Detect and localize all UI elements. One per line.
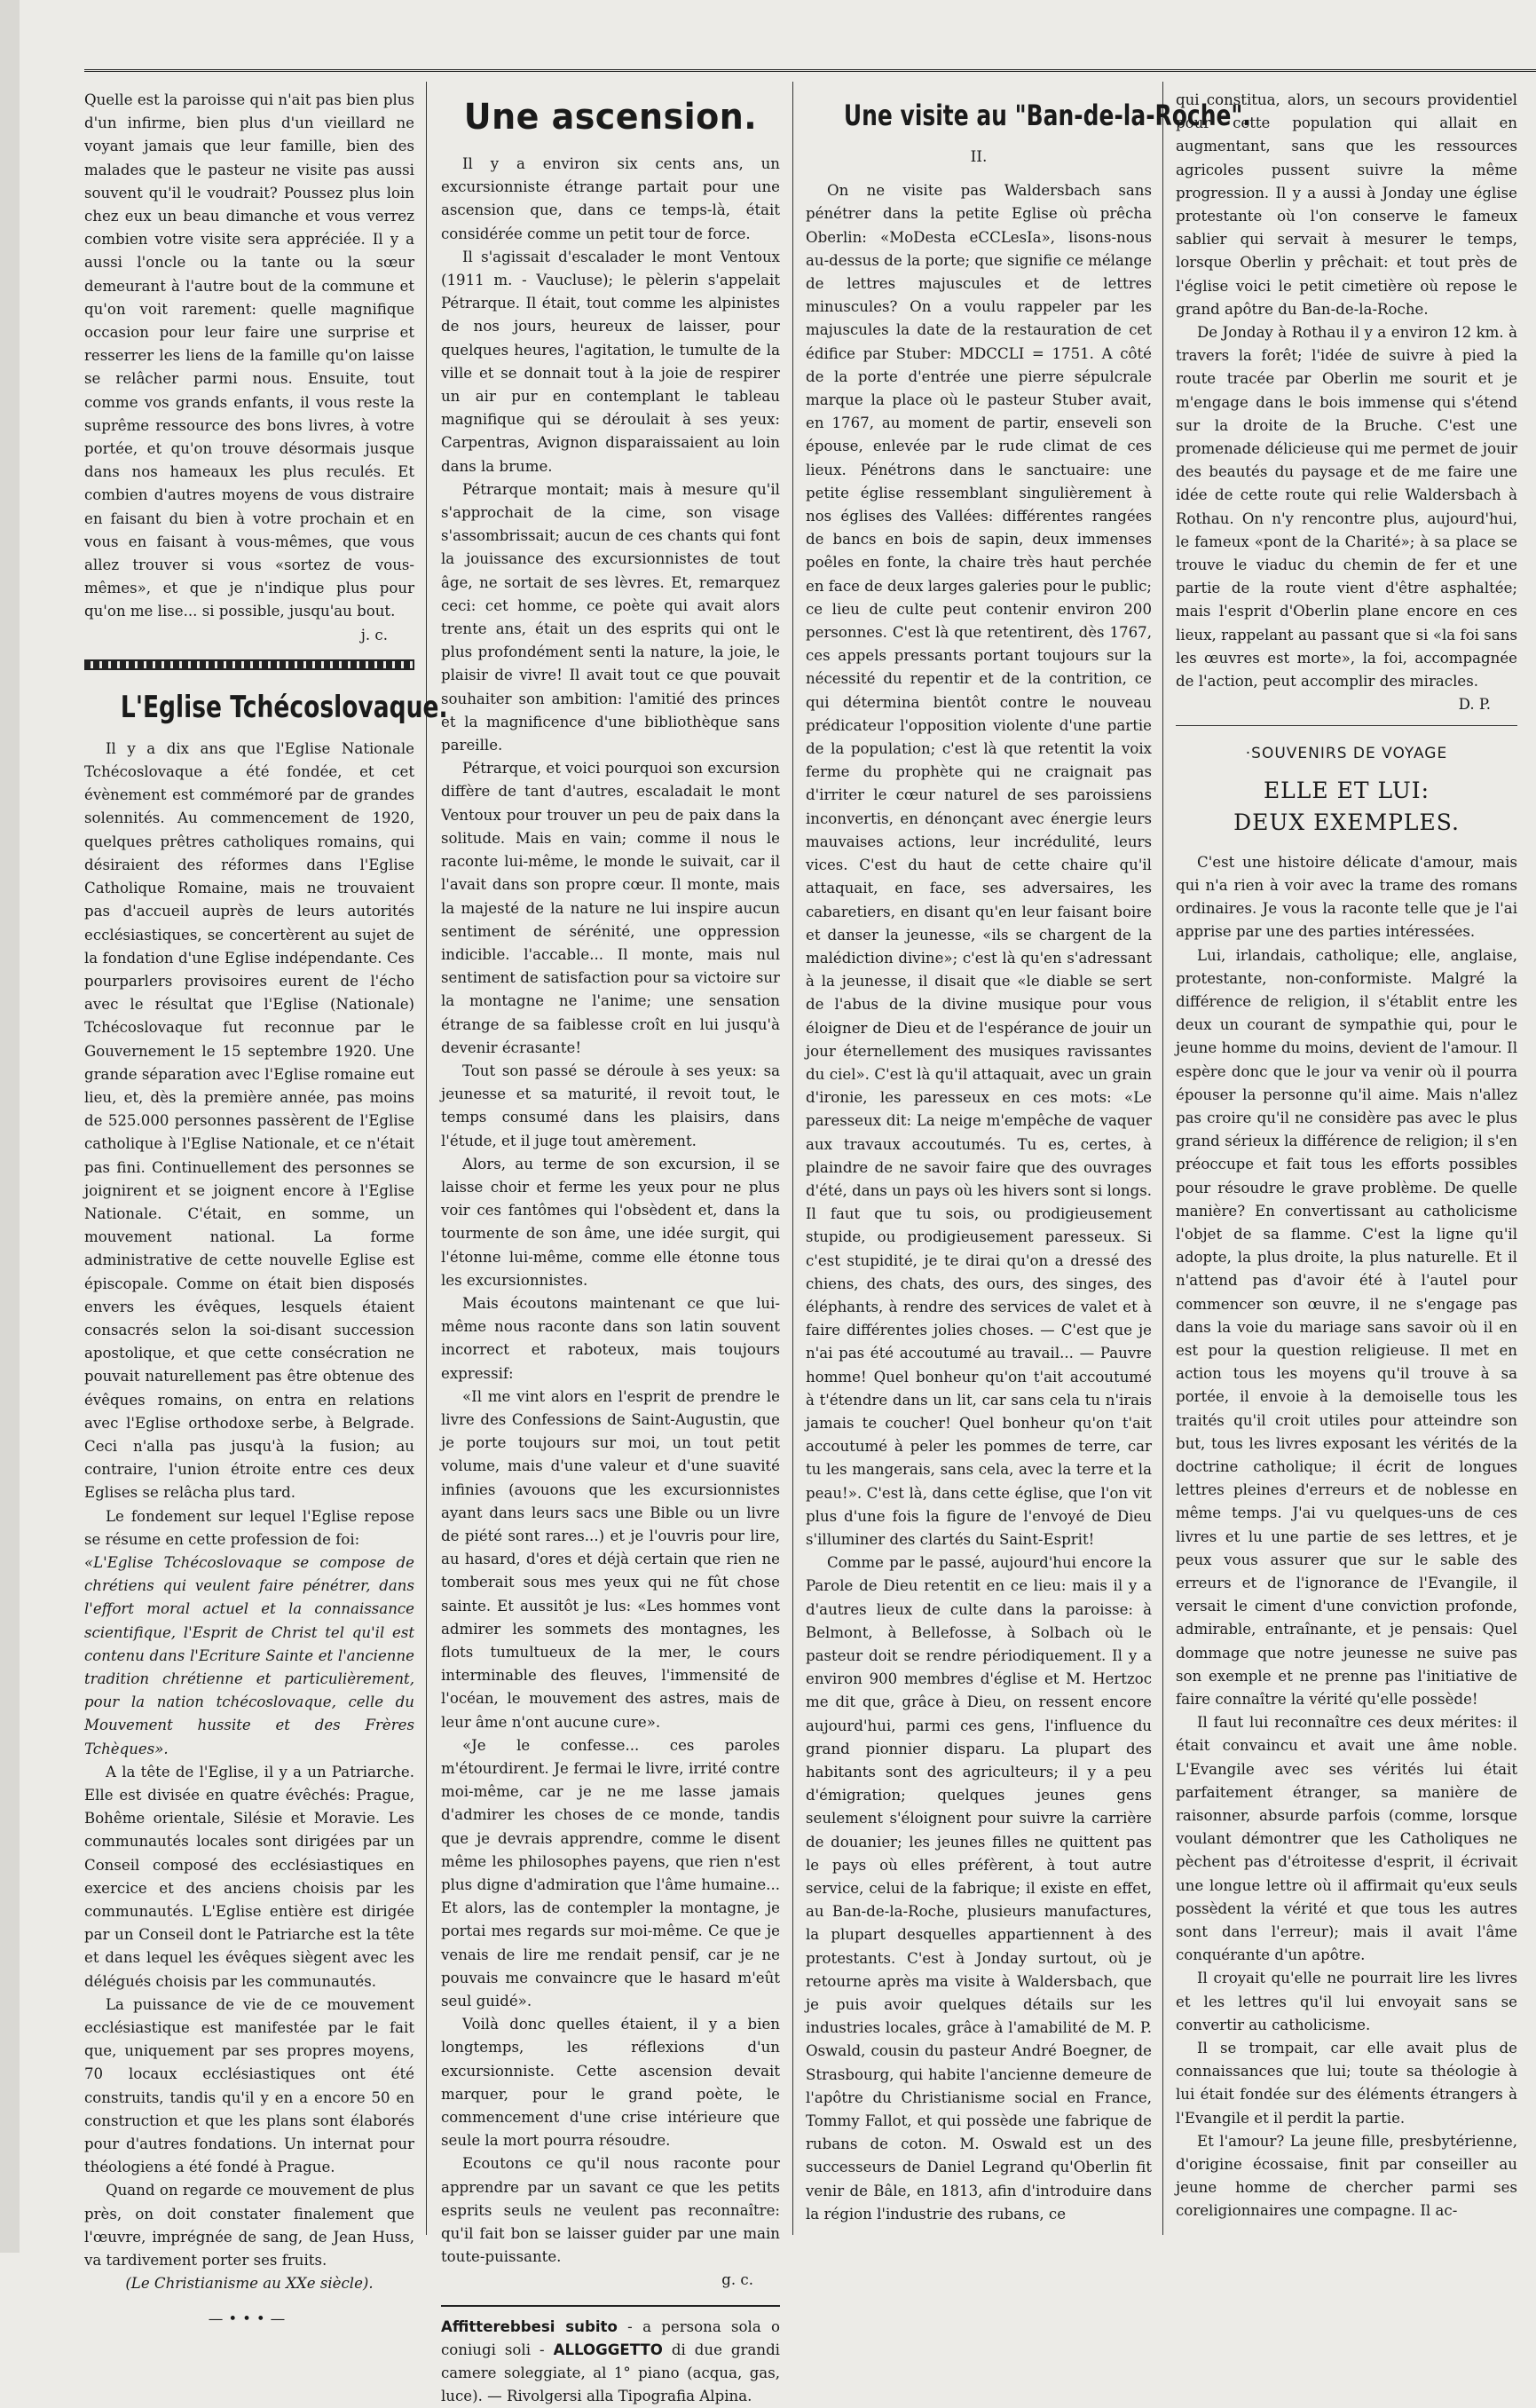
article-signature: D. P.: [1458, 696, 1491, 714]
notice-text: di due grandi camere soleggiate, al 1° piano (acqua, gas, luce). — Rivolgersi alla Tipografia Alpina.: [441, 2341, 780, 2404]
article-signature: g. c.: [721, 2271, 753, 2289]
article-paragraph: Le fondement sur lequel l'Eglise repose se résume en cette profession de foi:: [84, 1507, 414, 1548]
title-line: ELLE ET LUI:: [1263, 777, 1430, 803]
column-rule: [1162, 82, 1163, 2235]
end-ornament: —•••—: [208, 2310, 291, 2328]
article-title-ban-de-la-roche: Une visite au "Ban-de-la-Roche".: [843, 99, 1251, 132]
column-1: [84, 89, 448, 2328]
article-part-number: II.: [970, 148, 988, 166]
article-paragraph: Il y a environ six cents ans, un excursionniste étrange partait pour une ascension que, dans ce temps-là, était considérée comme un petit tour de force.: [441, 155, 780, 242]
article-source: (Le Christianisme au XXe siècle).: [125, 2275, 374, 2293]
notice-keyword: ALLOGGETTO: [553, 2341, 663, 2358]
article-paragraph: C'est une histoire délicate d'amour, mais qui n'a rien à voir avec la trame des romans ordinaires. Je vous la raconte telle que je l'ai apprise par une des parties intéressées.: [1176, 853, 1517, 941]
section-divider: [1176, 725, 1517, 726]
column-2: [441, 89, 780, 2404]
article-paragraph: Il croyait qu'elle ne pourrait lire les livres et les lettres qu'il lui envoyait sans se convertir au catholicisme.: [1176, 1970, 1517, 2033]
article-paragraph: Pétrarque, et voici pourquoi son excursion diffère de tant d'autres, escaladait le mont Ventoux pour trouver un peu de paix dans la solitude. Mais en vain; comme il nous le raconte lui-même, le monde le suivait, car il l'avait dans son propre cœur. Il monte, mais la majesté de la nature ne lui inspire aucun sentiment de sérénité, une oppression indicible. l'accable... Il monte, mais nul sentiment de satisfaction pour sa victoire sur la montagne ne l'anime; une sensation étrange de sa faiblesse croît en lui jusqu'à devenir écrasante!: [441, 760, 780, 1056]
article-paragraph: Mais écoutons maintenant ce que lui-même nous raconte dans son latin souvent incorrect et raboteux, mais toujours expressif:: [441, 1294, 780, 1382]
article-paragraph: Et l'amour? La jeune fille, presbytérienne, d'origine écossaise, finit par conseiller au jeune homme de chercher parmi ses coreligionnaires une compagne. Il ac-: [1176, 2132, 1517, 2220]
article-paragraph: Il se trompait, car elle avait plus de connaissances que lui; toute sa théologie à lui était fondée sur des éléments étrangers à l'Evangile et il perdit la partie.: [1176, 2040, 1517, 2127]
article-paragraph: qui constitua, alors, un secours providentiel pour cette population qui allait en augmentant, sans que les ressources agricoles pussent suivre la même progression. Il y a aussi à Jonday une église protestante où l'on conserve le fameux sablier qui servait à mesurer le temps, lorsque Oberlin y prêchait: et tout près de l'église voici le petit cimetière où repose le grand apôtre du Ban-de-la-Roche.: [1176, 91, 1517, 318]
title-line: DEUX EXEMPLES.: [1233, 809, 1460, 835]
article-paragraph: Voilà donc quelles étaient, il y a bien longtemps, les réflexions d'un excursionniste. Cette ascension devait marquer, pour le grand poète, le commencement d'une crise intérieure que seule la mort pourra résoudre.: [441, 2016, 780, 2150]
article-paragraph: Ecoutons ce qu'il nous raconte pour apprendre par un savant ce que les petits esprits seuls ne veulent pas reconnaître: qu'il fait bon se laisser guider par une main toute-puissante.: [441, 2155, 780, 2266]
article-paragraph: Quand on regarde ce mouvement de plus près, on doit constater finalement que l'œuvre, imprégnée de sang, de Jean Huss, va tardivement porter ses fruits.: [84, 2182, 414, 2270]
article-title-une-ascension: Une ascension.: [463, 97, 758, 138]
article-paragraph: De Jonday à Rothau il y a environ 12 km. à travers la forêt; l'idée de suivre à pied la route tracée par Oberlin me sourit et je m'engage dans le bois immense qui s'étend sur la droite de la Bruche. C'est une promenade délicieuse qui me permet de jouir des beautés du paysage et de me faire une idée de cette route qui relie Waldersbach à Rothau. On n'y rencontre plus, aujourd'hui, le fameux «pont de la Charité»; à sa place se trouve le viaduc du chemin de fer et une partie de la route vient d'être asphaltée; mais l'esprit d'Oberlin plane encore en ces lieux, rappelant au passant que si «la foi sans les œuvres est morte», la foi, accompagnée de l'action, peut accomplir des miracles.: [1176, 324, 1517, 691]
notice-text: - a persona sola o coniugi soli -: [441, 2317, 780, 2358]
article-paragraph: Lui, irlandais, catholique; elle, anglaise, protestante, non-conformiste. Malgré la différence de religion, il s'établit entre les deux un courant de sympathie qui, pour le jeune homme du moins, devient de l'amour. Il espère donc que le jour va venir où il pourra épouser la personne qu'il aime. Mais n'allez pas croire qu'il ne considère pas avec le plus grand sérieux la différence de religion; il s'en préoccupe et fait tous les efforts possibles pour résoudre le grave problème. De quelle manière? En convertissant au catholicisme l'objet de sa flamme. C'est la ligne qu'il adopte, la plus droite, la plus naturelle. Et il n'attend pas d'avoir été à l'autel pour commencer son œuvre, il ne s'engage pas dans la voie du mariage sans savoir où il en est pour la question religieuse. Il met en action tous les moyens qu'il trouve à sa portée, il envoie à la demoiselle tous les traités qu'il croit utiles pour atteindre son but, tous les livres exposant les vérités de la doctrine catholique; il écrit de longues lettres pleines d'erreurs et de noblesse en même temps. J'ai vu quelques-uns de ces livres et lu une partie de ses lettres, et je peux vous assurer que sur le sable des erreurs et de l'ignorance de l'Evangile, il versait le ciment d'une conviction profonde, admirable, entraînante, et je pensais: Quel dommage que notre jeunesse ne suive pas son exemple et ne prenne pas l'initiative de faire connaître la vérité qu'elle possède!: [1176, 946, 1517, 1708]
article-title-eglise-tchecoslovaque: L'Eglise Tchécoslovaque.: [120, 689, 448, 725]
article-paragraph: Pétrarque montait; mais à mesure qu'il s'approchait de la cime, son visage s'assombrissait; aucun de ces chants qui font la jouissance des excursionnistes de tout âge, ne sortait de ses lèvres. Et, remarquez ceci: cet homme, ce poète qui avait alors trente ans, était un des esprits qui ont le plus profondément senti la nature, la joie, le plaisir de vivre! Il avait tout ce que pouvait souhaiter son ambition: l'amitié des princes et la magnificence d'une bibliothèque sans pareille.: [441, 480, 780, 754]
column-3: [806, 89, 1251, 2237]
top-double-rule: [84, 69, 1536, 72]
classified-notice: [441, 2305, 780, 2408]
notice-headline: Affitterebbesi subito: [441, 2317, 618, 2335]
article-paragraph: Alors, au terme de son excursion, il se laisse choir et ferme les yeux pour ne plus voir ces fantômes qui l'obsèdent et, dans la tourmente de son âme, une idée surgit, qui l'étonne lui-même, comme elle étonne tous les excursionnistes.: [441, 1155, 780, 1289]
article-paragraph: Il s'agissait d'escalader le mont Ventoux (1911 m. - Vaucluse); le pèlerin s'appelait Pétrarque. Il était, tout comme les alpinistes de nos jours, heureux de laisser, pour quelques heures, l'agitation, le tumulte de la ville et se donnait tout à la joie de respirer un air pur en contemplant le tableau magnifique qui se déroulait à ses yeux: Carpentras, Avignon disparaissaient au loin dans la brume.: [441, 248, 780, 475]
article-paragraph: On ne visite pas Waldersbach sans pénétrer dans la petite Eglise où prêcha Oberlin: «MoDesta eCCLesIa», lisons-nous au-dessus de la porte; que signifie ce mélange de lettres majuscules et de lettres minuscules? On a voulu rappeler par les majuscules la date de la restauration de cet édifice par Stuber: MDCCLI = 1751. A côté de la porte d'entrée une pierre sépulcrale marque la place où le pasteur Stuber avait, en 1767, au moment de partir, enseveli son épouse, enlevée par le rude climat de ces lieux. Pénétrons dans le sanctuaire: une petite église ressemblant singulièrement à nos églises des Vallées: différentes rangées de bancs en bois de sapin, deux immenses poêles en fonte, la chaire très haut perchée en face de deux larges galeries pour le public; ce lieu de culte peut contenir environ 200 personnes. C'est là que retentirent, dès 1767, ces appels pressants portant toujours sur la nécessité du repentir et de la contrition, ce qui détermina bientôt contre le nouveau prédicateur l'opposition violente d'une partie de la population; c'est là que retentit la voix ferme du prophète qui ne craignait pas d'irriter le cœur naturel de ses paroissiens inconvertis, en dénonçant avec énergie leurs mauvaises actions, leur incrédulité, leurs vices. C'est du haut de cette chaire qu'il attaquait, en face, ses adversaires, les cabaretiers, en disant qu'en leur faisant boire et danser la jeunesse, «ils se chargent de la malédiction divine»; c'est là qu'en s'adressant à la jeunesse, il disait que «le diable se sert de l'abus de la divine musique pour vous éloigner de Dieu et de l'espérance de jouir un jour éternellement des musiques ravissantes du ciel». C'est là qu'il attaquait, avec un grain d'ironie, les paresseux en ces mots: «Le paresseux dit: La neige m'empêche de vaquer aux travaux accoutumés. Tu es, certes, à plaindre de ne savoir faire que des ouvrages d'été, dans un pays où les hivers sont si longs. Il faut que tu sois, ou prodigieusement stupide, ou prodigieusement paresseux. Si c'est stupidité, je te dirai qu'on a dressé des chiens, des chats, des ours, des singes, des éléphants, à rendre des services de valet et à faire différentes jolies choses. — C'est que je n'ai pas été accoutumé au travail... — Pauvre homme! Quel bonheur qu'on t'ait accoutumé à t'étendre dans un lit, car sans cela tu n'irais jamais te coucher! Quel bonheur qu'on t'ait accoutumé à peler les pommes de terre, car tu les mangerais, sans cela, avec la terre et la peau!». C'est là, dans cette église, que l'on vit plus d'une fois la figure de l'envoyé de Dieu s'illuminer des clartés du Saint-Esprit!: [806, 182, 1152, 1548]
article-paragraph: Comme par le passé, aujourd'hui encore la Parole de Dieu retentit en ce lieu: mais il y a d'autres lieux de culte dans la paroisse: à Belmont, à Bellefosse, à Solbach où le pasteur doit se rendre périodiquement. Il y a environ 900 membres d'église et M. Hertzoc me dit que, grâce à Dieu, on ressent encore aujourd'hui, parmi ces gens, l'influence du grand pionnier disparu. La plupart des habitants sont des agriculteurs; il y a peu d'émigration; quelques jeunes gens seulement s'éloignent pour suivre la carrière de douanier; les jeunes filles ne quittent pas le pays où elles préfèrent, à tout autre service, celui de la fabrique; il existe en effet, au Ban-de-la-Roche, plusieurs manufactures, la plupart desquelles appartiennent à des protestants. C'est à Jonday surtout, où je retourne après ma visite à Waldersbach, que je puis avoir quelques détails sur les industries locales, grâce à l'amabilité de M. P. Oswald, cousin du pasteur André Boegner, de Strasbourg, qui habite l'ancienne demeure de l'apôtre du Christianisme social en France, Tommy Fallot, et qui possède une fabrique de rubans de coton. M. Oswald est un des successeurs de Daniel Legrand qu'Oberlin fit venir de Bâle, en 1813, afin d'introduire dans la région l'industrie des rubans, ce: [806, 1554, 1152, 2222]
section-kicker: ·SOUVENIRS DE VOYAGE: [1245, 745, 1448, 763]
article-paragraph: «Il me vint alors en l'esprit de prendre le livre des Confessions de Saint-Augustin, que je porte toujours sur moi, un tout petit volume, mais d'une valeur et d'une suavité infinies (avouons que les excursionnistes ayant dans leurs sacs une Bible ou un livre de piété sont rares...) et je l'ouvris pour lire, au hasard, d'ores et déjà certain que rien ne tomberait sous mes yeux qui ne fût chose sainte. Et aussitôt je lus: «Les hommes vont admirer les sommets des montagnes, les flots tumultueux de la mer, le cours interminable des fleuves, l'immensité de l'océan, le mouvement des astres, mais de leur âme n'ont aucune cure».: [441, 1387, 780, 1731]
profession-of-faith-quote: «L'Eglise Tchécoslovaque se compose de chrétiens qui veulent faire pénétrer, dans l'effort moral actuel et la connaissance scientifique, l'Esprit de Christ tel qu'il est contenu dans l'Ecriture Sainte et l'ancienne tradition chrétienne et particulièrement, pour la nation tchécoslovaque, celle du Mouvement hussite et des Frères Tchèques».: [84, 1553, 414, 1757]
article-paragraph: «Je le confesse... ces paroles m'étourdirent. Je fermai le livre, irrité contre moi-même, car je ne me lasse jamais d'admirer les choses de ce monde, tandis que je devrais apprendre, comme le disent même les philosophes payens, que rien n'est plus digne d'admiration que l'âme humaine... Et alors, las de contempler la montagne, je portai mes regards sur moi-même. Ce que je venais de lire me rendait pensif, car je ne pouvais me convaincre que le hasard m'eût seul guidé».: [441, 1736, 780, 2010]
column-4: [1176, 89, 1517, 2237]
article-paragraph: Tout son passé se déroule à ses yeux: sa jeunesse et sa maturité, il revoit tout, le temps consumé dans les plaisirs, dans l'étude, et il juge tout amèrement.: [441, 1062, 780, 1149]
article-title-elle-et-lui: [1176, 775, 1517, 839]
article-paragraph: Il faut lui reconnaître ces deux mérites: il était convaincu et avait une âme noble. L'Evangile avec ses vérités lui était parfaitement étranger, sa manière de raisonner, absurde parfois (comme, lorsque voulant démontrer que les Catholiques ne pèchent pas d'étroitesse d'esprit, il écrivait une longue lettre où il affirmait qu'eux seuls possèdent la vérité et que tous les autres sont dans l'erreur); mais il avait l'âme conquérante d'un apôtre.: [1176, 1714, 1517, 1964]
article-signature: j. c.: [360, 626, 388, 643]
article-paragraph: Il y a dix ans que l'Eglise Nationale Tchécoslovaque a été fondée, et cet évènement est commémoré par de grandes solennités. Au commencement de 1920, quelques prêtres catholiques romains, qui désiraient des réformes dans l'Eglise Catholique Romaine, mais ne trouvaient pas d'accueil auprès de leurs autorités ecclésiastiques, se concertèrent au sujet de la fondation d'une Eglise indépendante. Ces pourparlers provisoires eurent de l'écho avec le résultat que l'Eglise (Nationale) Tchécoslovaque fut reconnue par le Gouvernement le 15 septembre 1920. Une grande séparation avec l'Eglise romaine eut lieu, et, dès la première année, pas moins de 525.000 personnes passèrent de l'Eglise catholique à l'Eglise Nationale, et ce n'était pas fini. Continuellement des personnes se joignirent et se joignent encore à l'Eglise Nationale. C'était, en somme, un mouvement national. La forme administrative de cette nouvelle Eglise est épiscopale. Comme on était bien disposés envers les évêques, lesquels étaient consacrés selon la soi-disant succession apostolique, et que cette consécration ne pouvait naturellement pas être obtenue des évêques romains, on entra en relations avec l'Eglise orthodoxe serbe, à Belgrade. Ceci n'alla pas jusqu'à la fusion; au contraire, l'union étroite entre ces deux Eglises se relâcha plus tard.: [84, 739, 414, 1502]
column-rule: [792, 82, 793, 2235]
ornament-divider: [84, 659, 414, 670]
page-margin-strip: [0, 0, 20, 2253]
article-paragraph: La puissance de vie de ce mouvement ecclésiastique est manifestée par le fait que, uniquement par ses propres moyens, 70 locaux ecclésiastiques ont été construits, tandis qu'il y en a encore 50 en construction et que les plans sont élaborés pour d'autres fondations. Un internat pour théologiens a été fondé à Prague.: [84, 1995, 414, 2176]
article-paragraph: Quelle est la paroisse qui n'ait pas bien plus d'un infirme, bien plus d'un vieillard ne voyant jamais que leur famille, bien des malades que le pasteur ne visite pas aussi souvent qu'il le voudrait? Poussez plus loin chez eux un beau dimanche et vous verrez combien votre visite sera appréciée. Il y a aussi l'oncle ou la tante ou la sœur demeurant à l'autre bout de la commune et qu'on voit rarement: quelle magnifique occasion pour leur faire une surprise et resserrer les liens de la famille qu'on laisse se relâcher parmi nous. Ensuite, tout comme vos grands enfants, il vous reste la suprême ressource des bons livres, à votre portée, et qu'on trouve désormais jusque dans nos hameaux les plus reculés. Et combien d'autres moyens de vous distraire en faisant du bien à votre prochain et en vous en faisant à vous-mêmes, que vous allez trouver si vous «sortez de vous-mêmes», et que je n'indique plus pour qu'on me lise... si possible, jusqu'au bout.: [84, 91, 414, 620]
column-rule: [426, 82, 427, 2235]
article-paragraph: A la tête de l'Eglise, il y a un Patriarche. Elle est divisée en quatre évêchés: Prague, Bohême orientale, Silésie et Moravie. Les communautés locales sont dirigées par un Conseil composé des ecclésiastiques en exercice et des anciens choisis par les communautés. L'Eglise entière est dirigée par un Conseil dont le Patriarche est la tête et dans lequel les évêques siègent avec les délégués choisis par les communautés.: [84, 1763, 414, 1990]
